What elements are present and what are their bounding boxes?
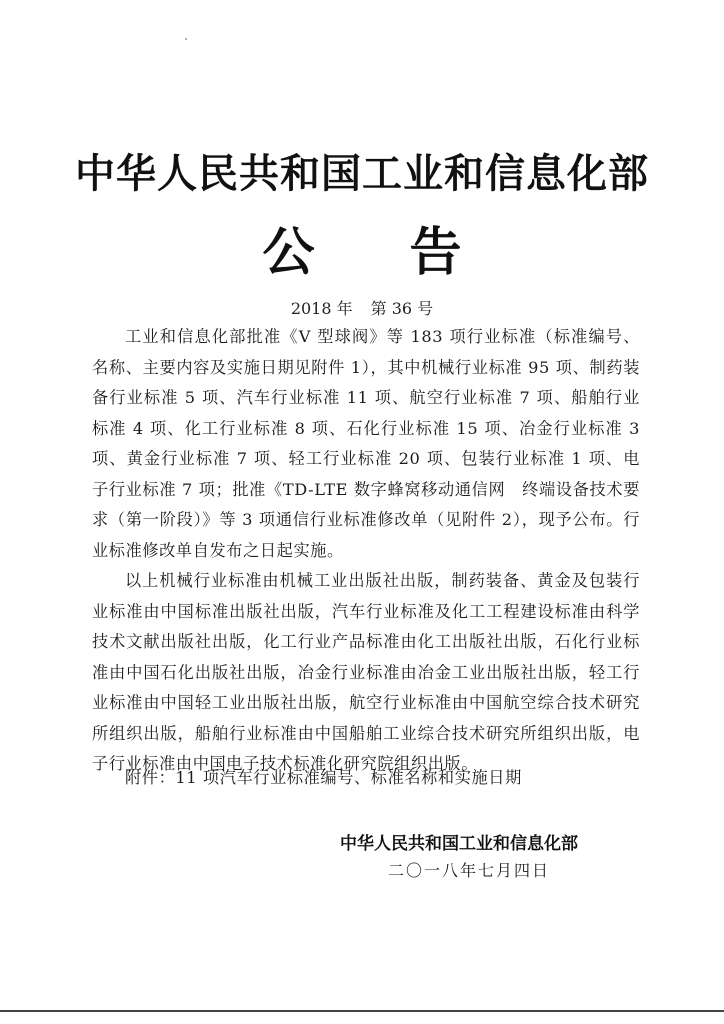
document-type-heading: [0, 210, 724, 285]
document-serial: 第 36 号: [370, 299, 434, 318]
scan-speck: [185, 38, 187, 40]
doc-type-char-1: 公: [262, 223, 315, 283]
document-year: 2018 年: [290, 299, 353, 318]
body-paragraph-1: 工业和信息化部批准《V 型球阀》等 183 项行业标准（标准编号、名称、主要内容及实施日期见附件 1），其中机械行业标准 95 项、制药装备行业标准 5 项、汽车行业标准 11 项、航空行业标准 7 项、船舶行业标准 4 项、化工行业标准 8 项、石化行业标准 15 项、冶金行业标准 3 项、黄金行业标准 7 项、轻工行业标准 20 项、包装行业标准 1 项、电子行业标准 7 项；批准《TD-LTE 数字蜂窝移动通信网 终端设备技术要求（第一阶段）》等 3 项通信行业标准修改单（见附件 2），现予公布。行业标准修改单自发布之日起实施。: [92, 327, 640, 560]
document-number: [0, 296, 724, 319]
page-bottom-rule: [0, 1010, 724, 1012]
issuing-organization-title: 中华人民共和国工业和信息化部: [75, 151, 649, 197]
signature-organization: 中华人民共和国工业和信息化部: [340, 834, 578, 854]
document-body: [92, 322, 640, 780]
attachment-line: 附件：11 项汽车行业标准编号、标准名称和实施日期: [125, 768, 522, 787]
body-paragraph-2: 以上机械行业标准由机械工业出版社出版，制药装备、黄金及包装行业标准由中国标准出版社出版，汽车行业标准及化工工程建设标准由科学技术文献出版社出版，化工行业产品标准由化工出版社出版，石化行业标准由中国石化出版社出版，冶金行业标准由冶金工业出版社出版，轻工行业标准由中国轻工业出版社出版，航空行业标准由中国航空综合技术研究所组织出版，船舶行业标准由中国船舶工业综合技术研究所组织出版，电子行业标准由中国电子技术标准化研究院组织出版。: [92, 571, 640, 773]
doc-type-char-2: 告: [409, 223, 462, 283]
signature-date: 二〇一八年七月四日: [388, 861, 551, 880]
